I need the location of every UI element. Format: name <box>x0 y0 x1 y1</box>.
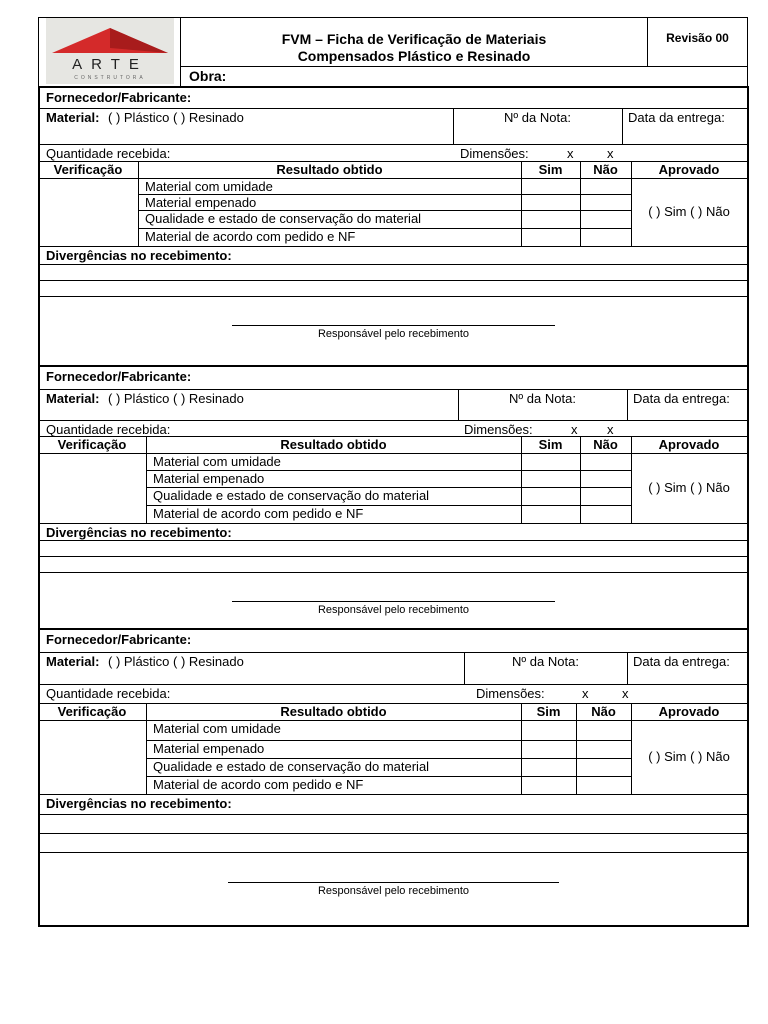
delivery-date-label: Data da entrega: <box>628 110 725 125</box>
svg-text:ARTE: ARTE <box>72 56 148 73</box>
check-item-label: Material de acordo com pedido e NF <box>153 777 364 792</box>
sim-checkbox-cell[interactable] <box>521 453 581 471</box>
quantity-label: Quantidade recebida: <box>46 146 171 161</box>
sim-checkbox-cell[interactable] <box>521 178 581 195</box>
nao-checkbox-cell[interactable] <box>576 776 632 795</box>
sim-checkbox-cell[interactable] <box>521 720 577 741</box>
invoice-number-label: Nº da Nota: <box>509 391 576 406</box>
divergence-line[interactable] <box>38 833 748 853</box>
supplier-label: Fornecedor/Fabricante: <box>46 90 192 105</box>
nao-checkbox-cell[interactable] <box>580 210 632 229</box>
delivery-date-label: Data da entrega: <box>633 391 730 406</box>
nao-checkbox-cell[interactable] <box>580 194 632 211</box>
quantity-label: Quantidade recebida: <box>46 422 171 437</box>
check-item-label: Material de acordo com pedido e NF <box>145 229 356 244</box>
column-header-sim: Sim <box>538 162 563 177</box>
column-header-nao: Não <box>593 437 618 452</box>
sim-checkbox-cell[interactable] <box>521 210 581 229</box>
divergences-label: Divergências no recebimento: <box>46 796 232 811</box>
material-label: Material: <box>46 110 100 125</box>
dimension-separator: x <box>571 422 578 437</box>
dimensions-label: Dimensões: <box>476 686 545 701</box>
nao-checkbox-cell[interactable] <box>580 453 632 471</box>
obra-label: Obra: <box>189 68 227 84</box>
check-item-label: Qualidade e estado de conservação do material <box>145 211 422 226</box>
nao-checkbox-cell[interactable] <box>576 720 632 741</box>
approved-options: ( ) Sim ( ) Não <box>648 749 730 764</box>
sim-checkbox-cell[interactable] <box>521 758 577 777</box>
sim-checkbox-cell[interactable] <box>521 505 581 524</box>
divergence-line[interactable] <box>38 264 748 281</box>
supplier-label: Fornecedor/Fabricante: <box>46 369 192 384</box>
check-item-label: Material com umidade <box>153 454 281 469</box>
signature-line[interactable] <box>232 325 555 326</box>
check-item-label: Material empenado <box>153 741 265 756</box>
material-label: Material: <box>46 391 100 406</box>
column-header-aprovado: Aprovado <box>658 704 720 719</box>
nao-checkbox-cell[interactable] <box>580 228 632 247</box>
material-options: ( ) Plástico ( ) Resinado <box>108 110 244 125</box>
roof-logo-icon <box>46 18 174 84</box>
check-item-label: Material com umidade <box>153 721 281 736</box>
company-logo <box>46 18 174 84</box>
svg-text:CONSTRUTORA: CONSTRUTORA <box>74 75 146 81</box>
check-item-label: Qualidade e estado de conservação do material <box>153 488 430 503</box>
signature-label: Responsável pelo recebimento <box>317 604 470 616</box>
verificacao-cell[interactable] <box>38 453 147 524</box>
invoice-number-label: Nº da Nota: <box>504 110 571 125</box>
form-title: FVM – Ficha de Verificação de Materiais <box>281 31 547 47</box>
quantity-label: Quantidade recebida: <box>46 686 171 701</box>
check-item-label: Qualidade e estado de conservação do material <box>153 759 430 774</box>
divergences-label: Divergências no recebimento: <box>46 525 232 540</box>
sim-checkbox-cell[interactable] <box>521 740 577 759</box>
nao-checkbox-cell[interactable] <box>580 487 632 506</box>
divergence-line[interactable] <box>38 556 748 573</box>
column-header-verificacao: Verificação <box>57 437 127 452</box>
dimension-separator: x <box>607 146 614 161</box>
dimension-separator: x <box>622 686 629 701</box>
invoice-number-label: Nº da Nota: <box>512 654 579 669</box>
divergence-line[interactable] <box>38 540 748 557</box>
delivery-date-label: Data da entrega: <box>633 654 730 669</box>
form-subtitle: Compensados Plástico e Resinado <box>297 48 531 64</box>
sim-checkbox-cell[interactable] <box>521 228 581 247</box>
signature-line[interactable] <box>232 601 555 602</box>
verificacao-cell[interactable] <box>38 720 147 795</box>
approved-options: ( ) Sim ( ) Não <box>648 204 730 219</box>
check-item-label: Material de acordo com pedido e NF <box>153 506 364 521</box>
nao-checkbox-cell[interactable] <box>576 758 632 777</box>
nao-checkbox-cell[interactable] <box>576 740 632 759</box>
material-field[interactable] <box>38 389 459 421</box>
column-header-sim: Sim <box>536 704 561 719</box>
dimension-separator: x <box>607 422 614 437</box>
column-header-verificacao: Verificação <box>57 704 127 719</box>
column-header-nao: Não <box>591 704 616 719</box>
sim-checkbox-cell[interactable] <box>521 776 577 795</box>
material-options: ( ) Plástico ( ) Resinado <box>108 391 244 406</box>
dimensions-label: Dimensões: <box>460 146 529 161</box>
signature-label: Responsável pelo recebimento <box>317 328 470 340</box>
check-item-label: Material empenado <box>145 195 257 210</box>
divergence-line[interactable] <box>38 814 748 834</box>
nao-checkbox-cell[interactable] <box>580 505 632 524</box>
verificacao-cell[interactable] <box>38 178 139 247</box>
approved-options: ( ) Sim ( ) Não <box>648 480 730 495</box>
supplier-label: Fornecedor/Fabricante: <box>46 632 192 647</box>
column-header-verificacao: Verificação <box>53 162 123 177</box>
sim-checkbox-cell[interactable] <box>521 470 581 488</box>
dimension-separator: x <box>567 146 574 161</box>
material-label: Material: <box>46 654 100 669</box>
signature-line[interactable] <box>228 882 559 883</box>
column-header-aprovado: Aprovado <box>658 162 720 177</box>
column-header-aprovado: Aprovado <box>658 437 720 452</box>
column-header-nao: Não <box>593 162 618 177</box>
column-header-sim: Sim <box>538 437 563 452</box>
nao-checkbox-cell[interactable] <box>580 470 632 488</box>
sim-checkbox-cell[interactable] <box>521 194 581 211</box>
divergence-line[interactable] <box>38 280 748 297</box>
material-field[interactable] <box>38 652 465 685</box>
sim-checkbox-cell[interactable] <box>521 487 581 506</box>
check-item-label: Material empenado <box>153 471 265 486</box>
divergences-label: Divergências no recebimento: <box>46 248 232 263</box>
dimensions-label: Dimensões: <box>464 422 533 437</box>
nao-checkbox-cell[interactable] <box>580 178 632 195</box>
obra-field[interactable] <box>180 66 748 87</box>
revision-label: Revisão 00 <box>666 31 729 45</box>
material-options: ( ) Plástico ( ) Resinado <box>108 654 244 669</box>
signature-label: Responsável pelo recebimento <box>317 885 470 897</box>
dimension-separator: x <box>582 686 589 701</box>
check-item-label: Material com umidade <box>145 179 273 194</box>
material-field[interactable] <box>38 108 454 145</box>
column-header-resultado: Resultado obtido <box>276 162 383 177</box>
column-header-resultado: Resultado obtido <box>280 704 387 719</box>
column-header-resultado: Resultado obtido <box>280 437 387 452</box>
